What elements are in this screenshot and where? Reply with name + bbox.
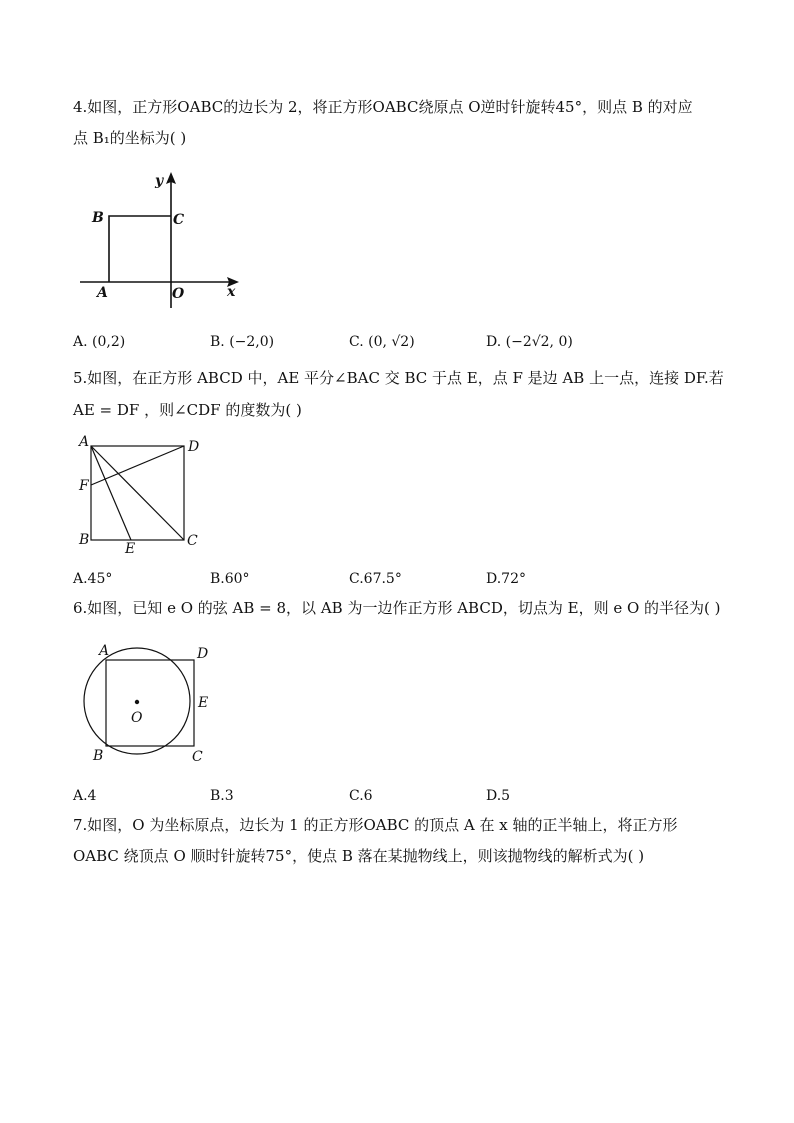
q5-figure	[75, 432, 205, 557]
q4-option-a[interactable]: A. (0,2)	[73, 334, 126, 350]
q5-option-d[interactable]: D.72°	[486, 571, 526, 587]
q6-label-B: B	[93, 748, 104, 764]
q4-label-O: O	[172, 286, 185, 302]
q7-stem-line1: 7.如图，O 为坐标原点，边长为 1 的正方形OABC 的顶点 A 在 x 轴的正半轴上，将正方形	[73, 816, 678, 834]
q5-label-C: C	[187, 533, 198, 549]
q4-label-x: x	[227, 284, 236, 300]
q6-label-O: O	[131, 710, 143, 726]
q5-stem-line1: 5.如图，在正方形 ABCD 中，AE 平分∠BAC 交 BC 于点 E，点 F 是边 AB 上一点，连接 DF.若	[73, 369, 724, 387]
q6-option-a[interactable]: A.4	[73, 788, 97, 804]
q6-option-c[interactable]: C.6	[349, 788, 373, 804]
q5-label-B: B	[79, 532, 90, 548]
q5-label-A: A	[79, 434, 90, 450]
q6-label-E: E	[198, 695, 209, 711]
q6-label-A: A	[99, 643, 110, 659]
q5-option-a[interactable]: A.45°	[73, 571, 113, 587]
q4-option-b[interactable]: B. (−2,0)	[210, 334, 275, 350]
q4-label-B: B	[92, 210, 104, 226]
q6-stem-line1: 6.如图，已知 e O 的弦 AB = 8，以 AB 为一边作正方形 ABCD，切点为 E，则 e O 的半径为( )	[73, 599, 721, 617]
q4-label-y: y	[155, 173, 164, 189]
q5-option-c[interactable]: C.67.5°	[349, 571, 402, 587]
q4-figure	[75, 168, 245, 308]
q5-label-E: E	[125, 541, 136, 557]
q4-stem-line2: 点 B₁的坐标为( )	[73, 129, 187, 147]
q4-label-C: C	[173, 212, 185, 228]
q5-label-F: F	[79, 478, 89, 494]
q4-label-A: A	[97, 285, 108, 301]
q6-label-C: C	[192, 749, 203, 765]
q4-option-c[interactable]: C. (0, √2)	[349, 334, 415, 350]
q6-option-d[interactable]: D.5	[486, 788, 511, 804]
q6-label-D: D	[197, 646, 209, 662]
q4-option-d[interactable]: D. (−2√2, 0)	[486, 334, 573, 350]
q6-option-b[interactable]: B.3	[210, 788, 234, 804]
q6-figure	[75, 640, 220, 765]
q4-stem-line1: 4.如图，正方形OABC的边长为 2，将正方形OABC绕原点 O逆时针旋转45°，则点 B 的对应	[73, 98, 693, 116]
q5-label-D: D	[188, 439, 200, 455]
q7-stem-line2: OABC 绕顶点 O 顺时针旋转75°，使点 B 落在某抛物线上，则该抛物线的解析式为( )	[73, 847, 645, 865]
q5-stem-line2: AE = DF ，则∠CDF 的度数为( )	[73, 401, 302, 419]
q5-option-b[interactable]: B.60°	[210, 571, 250, 587]
